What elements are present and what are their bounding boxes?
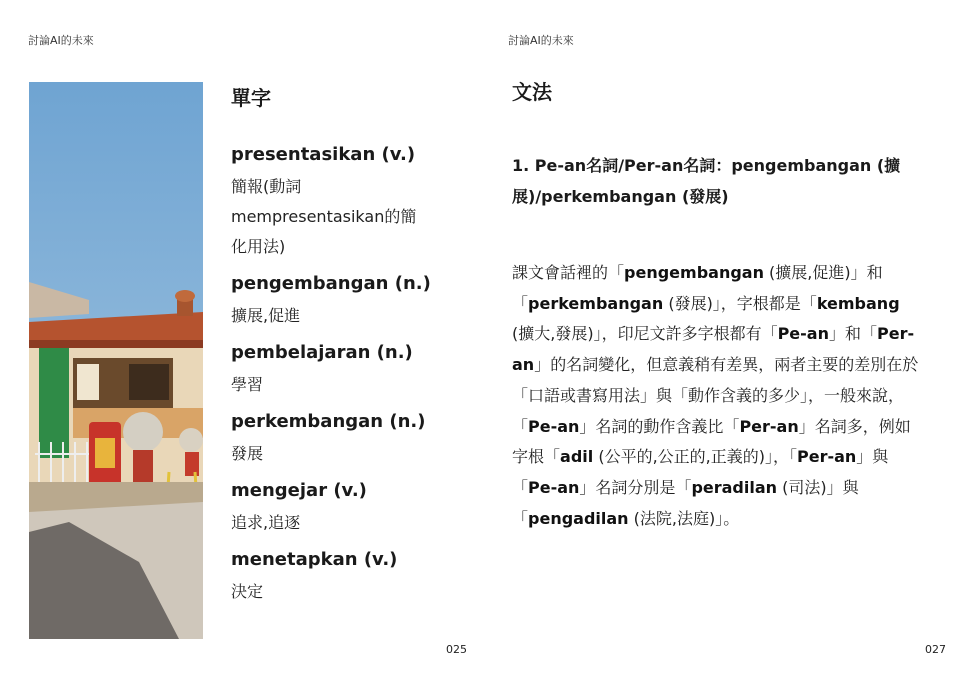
vocabulary-section — [231, 82, 431, 616]
bold-term: pengadilan — [528, 508, 629, 528]
paragraph-text: 」的名詞變化，但意義稍有差異，兩者主要的差別在於「口語或書寫用法」與「動作含義的多少」，一般來說，「 — [512, 355, 919, 436]
vocab-item — [231, 142, 431, 262]
street-kiosk-photo — [29, 82, 203, 639]
grammar-section — [512, 78, 922, 534]
vocab-list — [231, 142, 431, 607]
bold-term: Per-an — [796, 447, 857, 467]
vocab-item — [231, 478, 431, 538]
bold-term: Per-an — [512, 324, 915, 375]
paragraph-text: 」名詞分別是「 — [579, 477, 692, 497]
running-head: 討論AI的未來 — [28, 34, 94, 47]
vocab-word: pengembangan (n.) — [231, 273, 431, 294]
paragraph-text: 」名詞多，例如字根「 — [512, 416, 911, 467]
vocab-word: mengejar (v.) — [231, 480, 367, 501]
photo-illustration — [29, 82, 203, 639]
bold-term: Pe-an — [528, 477, 580, 497]
vocab-word: presentasikan (v.) — [231, 144, 416, 165]
paragraph-text: 」與「 — [512, 447, 889, 497]
paragraph-text: (司法)」與「 — [512, 477, 859, 528]
vocab-meaning: 學習 — [231, 375, 264, 394]
running-head: 討論AI的未來 — [508, 34, 574, 47]
paragraph-text: (擴展,促進)」和「 — [512, 263, 883, 313]
vocab-item — [231, 271, 431, 331]
vocab-item — [231, 409, 431, 469]
vocab-word: menetapkan (v.) — [231, 549, 398, 570]
right-page — [480, 0, 960, 678]
bold-term: Pe-an — [777, 324, 829, 344]
paragraph-text: 」名詞的動作含義比「 — [579, 416, 740, 436]
paragraph-text: (擴大,發展)」，印尼文許多字根都有「 — [512, 324, 778, 344]
paragraph-text: (法院,法庭)」。 — [628, 508, 740, 528]
bold-term: Pe-an — [528, 416, 580, 436]
grammar-paragraph — [512, 258, 922, 534]
bold-term: pengembangan — [624, 263, 764, 282]
page-number: 025 — [446, 643, 467, 656]
paragraph-text: 」和「 — [828, 324, 877, 344]
paragraph-text: 課文會話裡的「 — [512, 263, 625, 282]
section-title: 文法 — [512, 80, 552, 104]
section-title: 單字 — [231, 86, 271, 110]
paragraph-text: (公平的,公正的,正義的)」，「 — [593, 447, 797, 467]
grammar-heading: 1. Pe-an名詞/Per-an名詞：pengembangan (擴展)/perkembangan (發展) — [512, 156, 901, 206]
vocab-item — [231, 340, 431, 400]
vocab-meaning: 簡報(動詞 mempresentasikan的簡化用法) — [231, 177, 417, 256]
vocab-meaning: 發展 — [231, 444, 264, 463]
bold-term: Per-an — [739, 416, 799, 436]
bold-term: kembang — [816, 293, 900, 313]
bold-term: perkembangan — [528, 293, 664, 313]
vocab-meaning: 決定 — [231, 582, 264, 601]
vocab-item — [231, 547, 431, 607]
page-number: 027 — [925, 643, 946, 656]
vocab-word: pembelajaran (n.) — [231, 342, 413, 363]
vocab-word: perkembangan (n.) — [231, 411, 426, 432]
bold-term: adil — [560, 447, 594, 467]
bold-term: peradilan — [691, 477, 778, 497]
vocab-meaning: 擴展,促進 — [231, 306, 301, 325]
vocab-meaning: 追求,追逐 — [231, 513, 301, 532]
paragraph-text: (發展)」，字根都是「 — [663, 293, 817, 313]
